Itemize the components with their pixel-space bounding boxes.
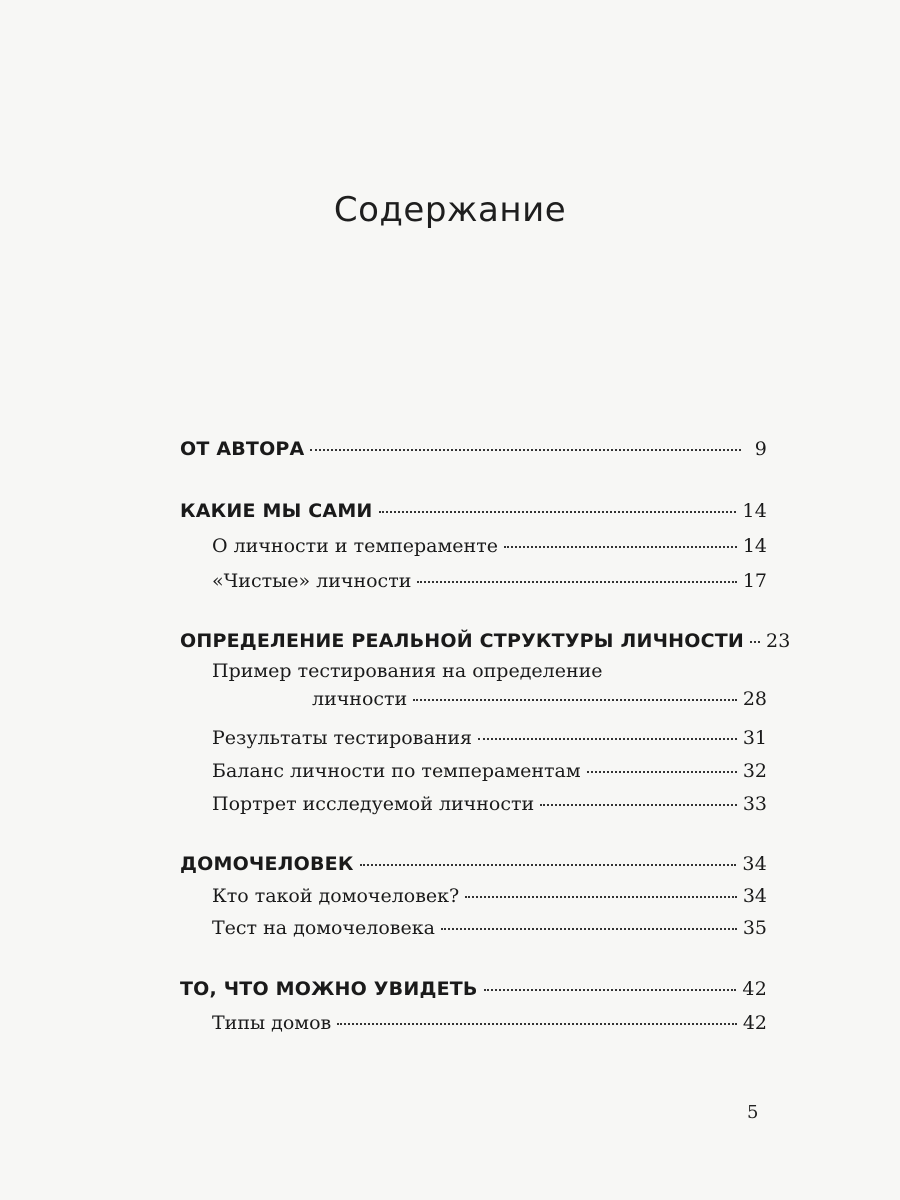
dot-leader (441, 927, 737, 930)
toc-entry-label: ТО, ЧТО МОЖНО УВИДЕТЬ (180, 978, 478, 1000)
toc-entry-chapter[interactable] (180, 630, 791, 652)
toc-entry-label-line1: Пример тестирования на определение (212, 660, 603, 682)
toc-entry-page: 9 (754, 438, 767, 460)
dot-leader (465, 895, 737, 898)
toc-entry-section[interactable] (180, 793, 767, 815)
toc-entry-label: Портрет исследуемой личности (212, 793, 535, 815)
toc-entry-page: 32 (742, 760, 767, 782)
dot-leader (413, 698, 737, 701)
toc-entry-page: 31 (742, 727, 767, 749)
page-title: Содержание (333, 190, 567, 230)
toc-entry-page: 42 (742, 978, 767, 1000)
dot-leader (379, 510, 737, 513)
toc-entry-page: 33 (742, 793, 767, 815)
toc-entry-chapter[interactable] (180, 853, 767, 875)
toc-entry-label-line2: личности (312, 688, 408, 710)
toc-entry-section[interactable] (180, 727, 767, 749)
toc-entry-label: ОТ АВТОРА (180, 438, 305, 460)
toc-entry-page: 34 (742, 853, 767, 875)
dot-leader (540, 803, 737, 806)
toc-entry-section[interactable] (180, 570, 767, 592)
toc-entry-label: ДОМОЧЕЛОВЕК (180, 853, 354, 875)
toc-entry-section[interactable] (180, 917, 767, 939)
dot-leader (310, 448, 741, 451)
page-number: 5 (747, 1102, 759, 1123)
dot-leader (337, 1022, 737, 1025)
toc-entry-page: 42 (742, 1012, 767, 1034)
toc-entry-chapter[interactable] (180, 978, 767, 1000)
toc-entry-chapter[interactable] (180, 500, 767, 522)
dot-leader (587, 770, 737, 773)
toc-entry-label: Типы домов (212, 1012, 332, 1034)
toc-entry-section[interactable] (180, 885, 767, 907)
toc-entry-page: 34 (742, 885, 767, 907)
dot-leader (484, 988, 737, 991)
toc-entry-page: 23 (766, 630, 791, 652)
dot-leader (478, 737, 737, 740)
dot-leader (504, 545, 737, 548)
toc-entry-label: ОПРЕДЕЛЕНИЕ РЕАЛЬНОЙ СТРУКТУРЫ ЛИЧНОСТИ (180, 630, 744, 652)
toc-entry-section[interactable] (180, 660, 767, 710)
dot-leader (750, 640, 760, 643)
toc-entry-chapter[interactable] (180, 438, 767, 460)
toc-entry-page: 35 (742, 917, 767, 939)
toc-entry-label: Кто такой домочеловек? (212, 885, 460, 907)
dot-leader (360, 863, 737, 866)
toc-entry-section[interactable] (180, 760, 767, 782)
toc-entry-page: 14 (742, 500, 767, 522)
toc-entry-label: «Чистые» личности (212, 570, 412, 592)
toc-entry-label: О личности и темпераменте (212, 535, 498, 557)
toc-entry-label: Тест на домочеловека (212, 917, 435, 939)
toc-entry-section[interactable] (180, 1012, 767, 1034)
toc-entry-label: Баланс личности по темпераментам (212, 760, 581, 782)
dot-leader (417, 580, 736, 583)
toc-entry-label: КАКИЕ МЫ САМИ (180, 500, 373, 522)
toc-entry-page: 28 (742, 688, 767, 710)
toc-entry-page: 17 (742, 570, 767, 592)
toc-entry-section[interactable] (180, 535, 767, 557)
toc-entry-page: 14 (742, 535, 767, 557)
toc-entry-label: Результаты тестирования (212, 727, 473, 749)
